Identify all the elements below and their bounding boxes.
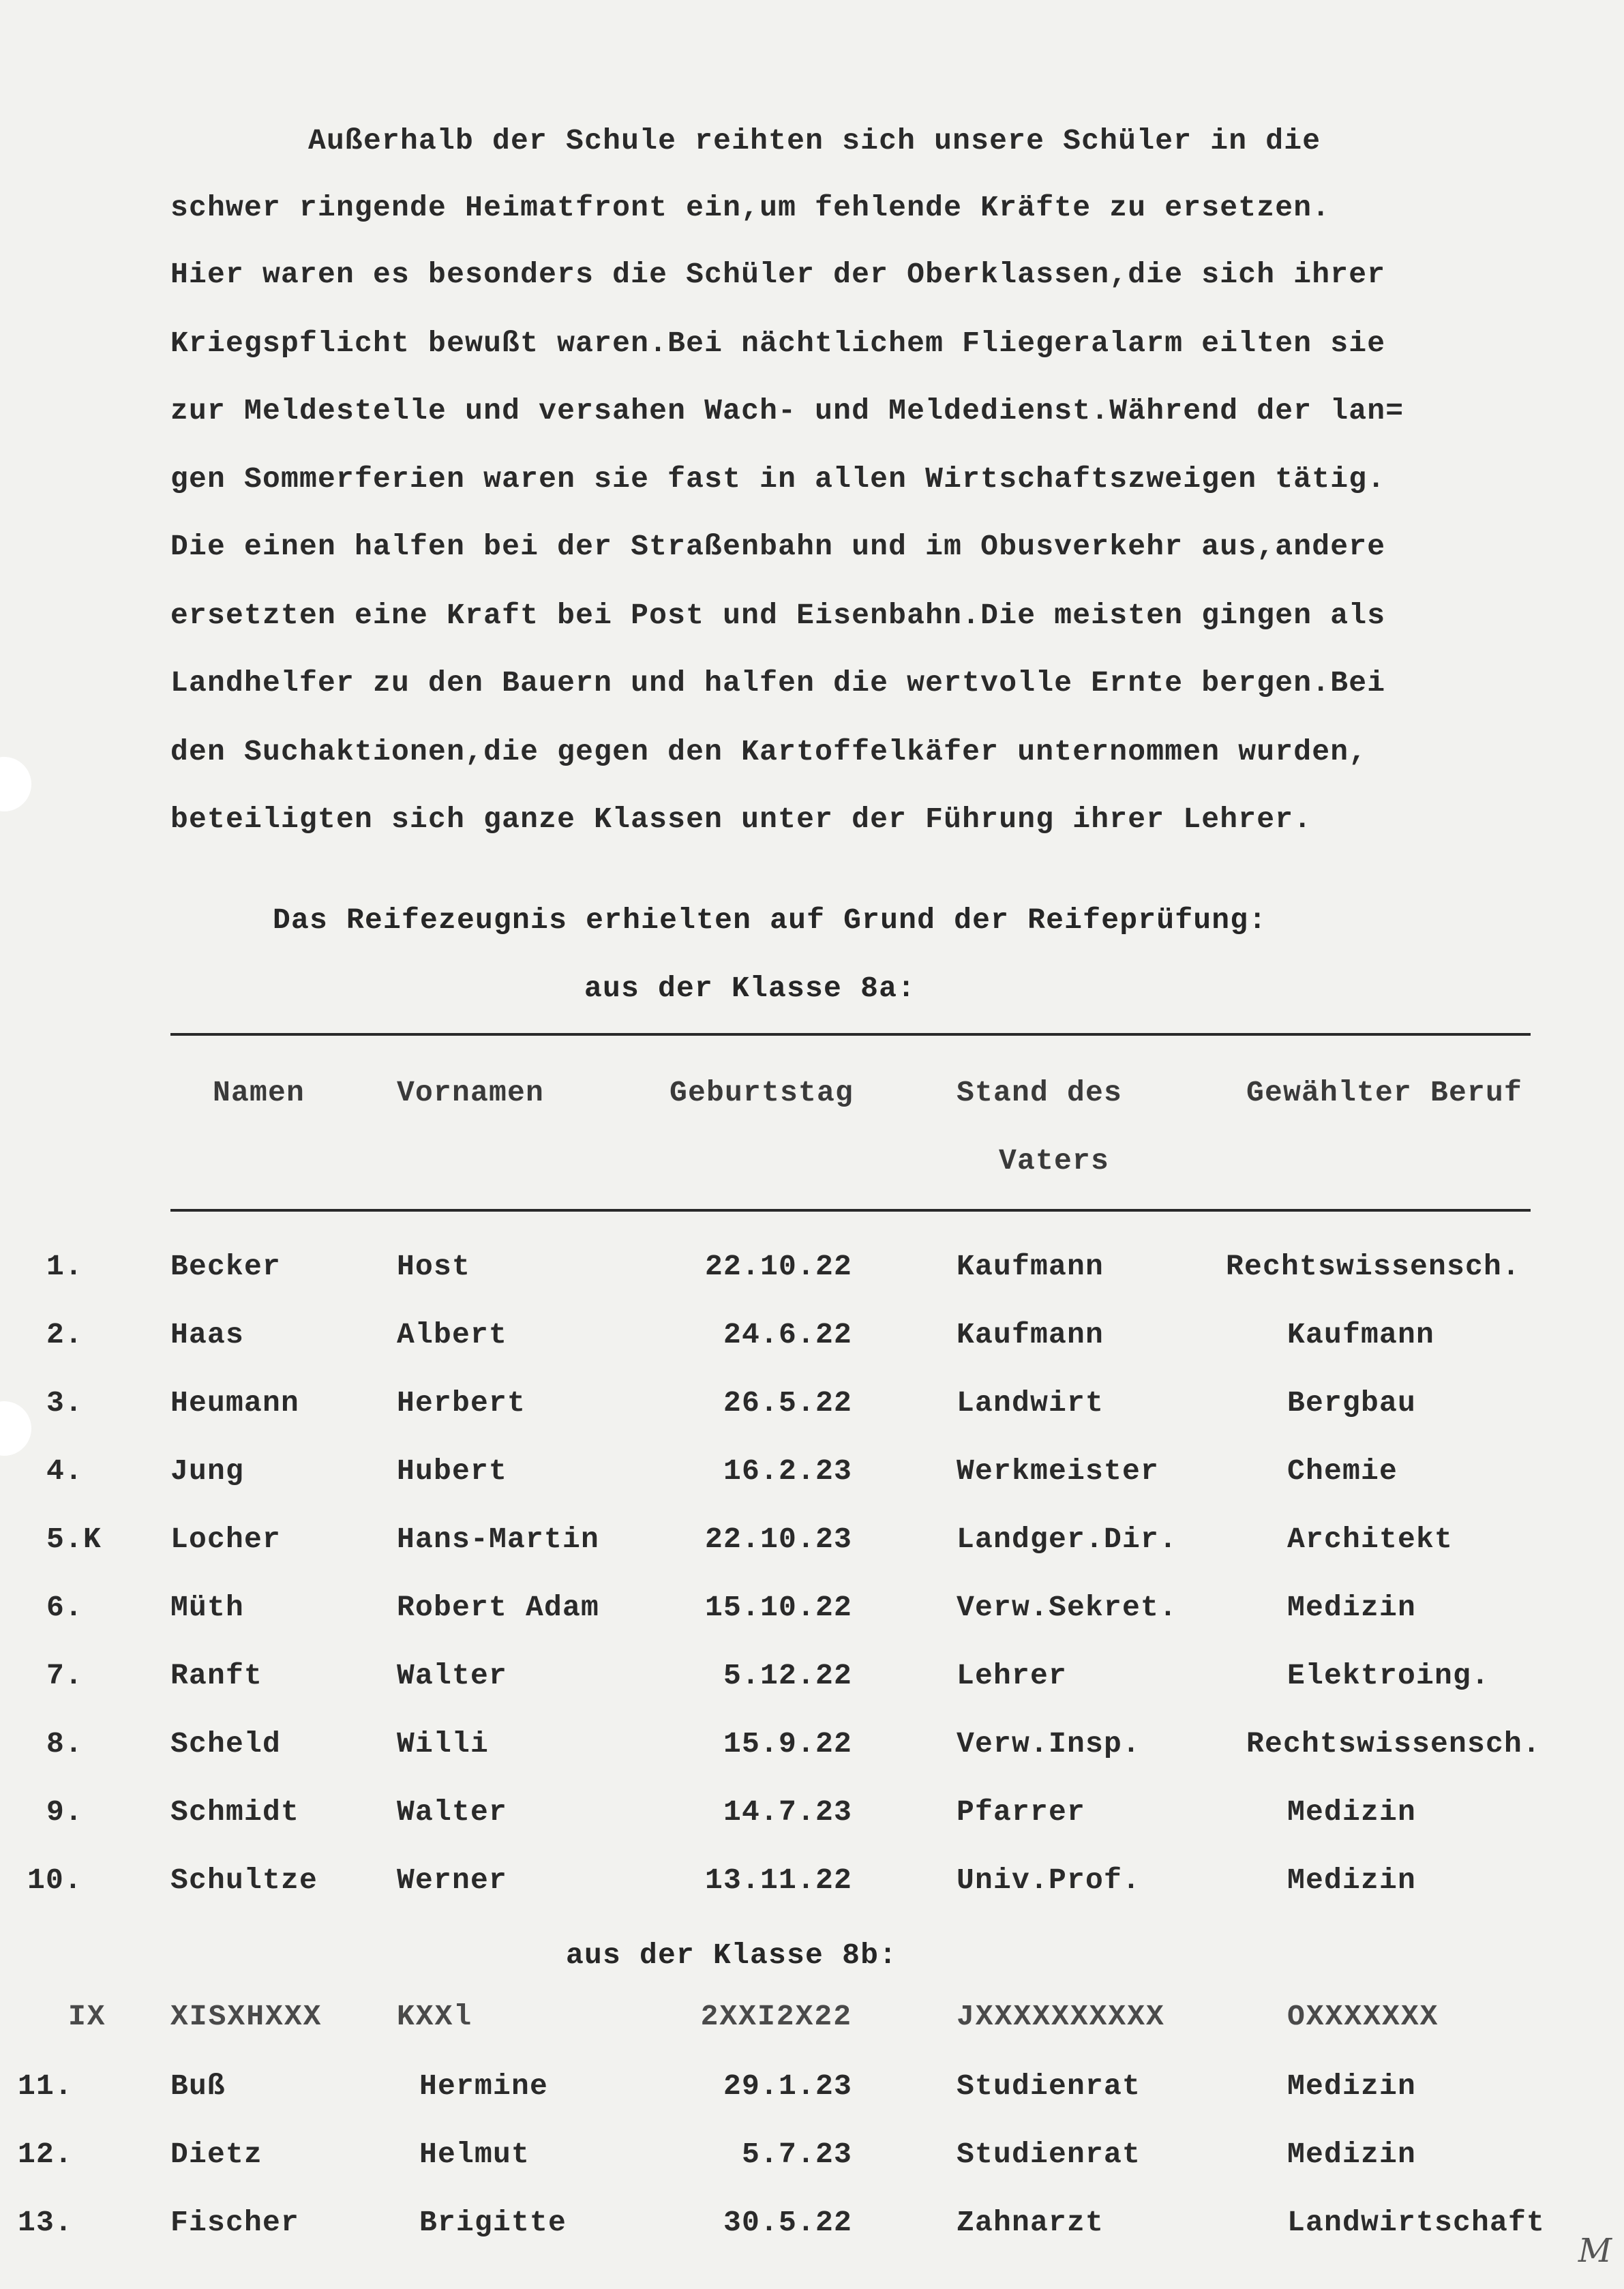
paragraph-line: Außerhalb der Schule reihten sich unsere Schüler in die (308, 124, 1321, 158)
birthday: 2XXI2X22 (700, 2000, 852, 2033)
first-name: Willi (397, 1727, 490, 1761)
surname: Buß (170, 2069, 226, 2103)
birthday: 30.5.22 (723, 2206, 852, 2239)
chosen-profession: Architekt (1287, 1523, 1454, 1556)
birthday: 13.11.22 (704, 1864, 852, 1897)
row-number: 11. (18, 2069, 74, 2103)
surname: Haas (170, 1318, 245, 1351)
father-occupation: Zahnarzt (957, 2206, 1104, 2239)
birthday: 15.10.22 (704, 1591, 852, 1624)
chosen-profession: Medizin (1287, 2138, 1417, 2171)
row-number: 10. (27, 1864, 83, 1897)
surname: Dietz (170, 2138, 263, 2171)
paragraph-line: schwer ringende Heimatfront ein,um fehlende Kräfte zu ersetzen. (170, 191, 1331, 224)
chosen-profession: Bergbau (1287, 1386, 1417, 1420)
father-occupation: Werkmeister (957, 1454, 1160, 1488)
paragraph-line: Kriegspflicht bewußt waren.Bei nächtlichem Fliegeralarm eilten sie (170, 327, 1386, 360)
header-stand: Stand des (957, 1076, 1123, 1109)
punch-hole (0, 757, 31, 811)
chosen-profession: Medizin (1287, 2069, 1417, 2103)
first-name: Helmut (419, 2138, 530, 2171)
birthday: 15.9.22 (723, 1727, 852, 1761)
table-top-rule (170, 1033, 1531, 1036)
chosen-profession: Medizin (1287, 1795, 1417, 1829)
first-name: Werner (397, 1864, 508, 1897)
row-number: 4. (46, 1454, 84, 1488)
father-occupation: Verw.Insp. (957, 1727, 1141, 1761)
row-number: 9. (46, 1795, 84, 1829)
header-beruf: Gewählter Beruf (1246, 1076, 1523, 1109)
header-namen: Namen (213, 1076, 305, 1109)
header-geburtstag: Geburtstag (670, 1076, 854, 1109)
chosen-profession: Rechtswissensch. (1226, 1250, 1521, 1283)
first-name: Brigitte (419, 2206, 567, 2239)
surname: Heumann (170, 1386, 300, 1420)
punch-hole (0, 1401, 31, 1456)
first-name: Host (397, 1250, 471, 1283)
father-occupation: Studienrat (957, 2138, 1141, 2171)
chosen-profession: Medizin (1287, 1864, 1417, 1897)
handwritten-initial: M (1578, 2232, 1612, 2270)
paragraph-line: Landhelfer zu den Bauern und halfen die wertvolle Ernte bergen.Bei (170, 666, 1386, 700)
father-occupation: JXXXXXXXXXX (957, 2000, 1165, 2033)
chosen-profession: Chemie (1287, 1454, 1398, 1488)
row-number: 2. (46, 1318, 84, 1351)
father-occupation: Landger.Dir. (957, 1523, 1178, 1556)
surname: Scheld (170, 1727, 282, 1761)
surname: Locher (170, 1523, 282, 1556)
chosen-profession: Landwirtschaft (1287, 2206, 1546, 2239)
birthday: 24.6.22 (723, 1318, 852, 1351)
row-number: 3. (46, 1386, 84, 1420)
class-a-heading: aus der Klasse 8a: (584, 972, 916, 1005)
birthday: 22.10.23 (704, 1523, 852, 1556)
class-b-heading: aus der Klasse 8b: (566, 1939, 898, 1972)
paragraph-line: den Suchaktionen,die gegen den Kartoffelkäfer unternommen wurden, (170, 735, 1368, 768)
paragraph-line: Hier waren es besonders die Schüler der Oberklassen,die sich ihrer (170, 258, 1386, 291)
chosen-profession: OXXXXXXX (1287, 2000, 1439, 2033)
table-header-rule (170, 1209, 1531, 1212)
birthday: 14.7.23 (723, 1795, 852, 1829)
surname: Müth (170, 1591, 245, 1624)
father-occupation: Lehrer (957, 1659, 1068, 1692)
surname: XISXHXXX (170, 2000, 322, 2033)
paragraph-line: gen Sommerferien waren sie fast in allen Wirtschaftszweigen tätig. (170, 462, 1386, 496)
birthday: 29.1.23 (723, 2069, 852, 2103)
surname: Schultze (170, 1864, 318, 1897)
first-name: Walter (397, 1795, 508, 1829)
chosen-profession: Medizin (1287, 1591, 1417, 1624)
row-number: 6. (46, 1591, 84, 1624)
first-name: Albert (397, 1318, 508, 1351)
surname: Schmidt (170, 1795, 300, 1829)
birthday: 5.12.22 (723, 1659, 852, 1692)
paragraph-line: ersetzten eine Kraft bei Post und Eisenbahn.Die meisten gingen als (170, 599, 1386, 632)
father-occupation: Landwirt (957, 1386, 1104, 1420)
row-number: 7. (46, 1659, 84, 1692)
paragraph-line: zur Meldestelle und versahen Wach- und Meldedienst.Während der lan= (170, 394, 1404, 428)
surname: Jung (170, 1454, 245, 1488)
row-number: 5.K (46, 1523, 102, 1556)
birthday: 5.7.23 (741, 2138, 852, 2171)
paragraph-line: Die einen halfen bei der Straßenbahn und im Obusverkehr aus,andere (170, 530, 1386, 563)
surname: Becker (170, 1250, 282, 1283)
header-stand-vaters: Vaters (999, 1144, 1110, 1178)
first-name: Hans-Martin (397, 1523, 600, 1556)
row-number: 13. (18, 2206, 74, 2239)
birthday: 22.10.22 (704, 1250, 852, 1283)
birthday: 26.5.22 (723, 1386, 852, 1420)
chosen-profession: Rechtswissensch. (1246, 1727, 1542, 1761)
row-number: 1. (46, 1250, 84, 1283)
chosen-profession: Kaufmann (1287, 1318, 1435, 1351)
intro-text: Das Reifezeugnis erhielten auf Grund der Reifeprüfung: (273, 903, 1267, 937)
first-name: Walter (397, 1659, 508, 1692)
first-name: Herbert (397, 1386, 526, 1420)
chosen-profession: Elektroing. (1287, 1659, 1490, 1692)
paragraph-line: beteiligten sich ganze Klassen unter der Führung ihrer Lehrer. (170, 803, 1312, 836)
father-occupation: Kaufmann (957, 1250, 1104, 1283)
row-number: 12. (18, 2138, 74, 2171)
first-name: Hermine (419, 2069, 549, 2103)
first-name: KXXl (397, 2000, 473, 2033)
birthday: 16.2.23 (723, 1454, 852, 1488)
surname: Fischer (170, 2206, 300, 2239)
first-name: Robert Adam (397, 1591, 600, 1624)
father-occupation: Verw.Sekret. (957, 1591, 1178, 1624)
father-occupation: Pfarrer (957, 1795, 1086, 1829)
row-number: 8. (46, 1727, 84, 1761)
father-occupation: Kaufmann (957, 1318, 1104, 1351)
header-vornamen: Vornamen (397, 1076, 545, 1109)
row-number: IX (68, 2000, 106, 2033)
father-occupation: Univ.Prof. (957, 1864, 1141, 1897)
surname: Ranft (170, 1659, 263, 1692)
father-occupation: Studienrat (957, 2069, 1141, 2103)
first-name: Hubert (397, 1454, 508, 1488)
